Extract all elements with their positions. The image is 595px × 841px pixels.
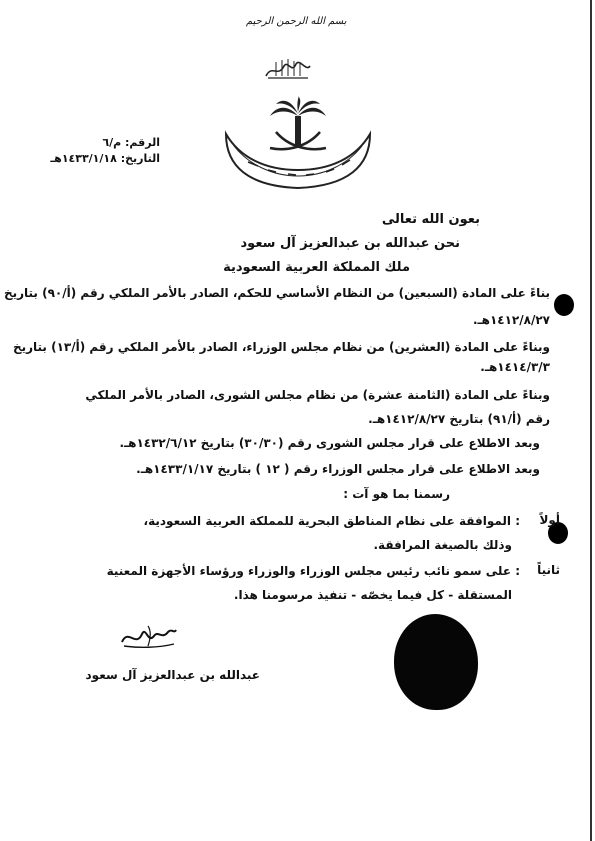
signatory-name: عبدالله بن عبدالعزيز آل سعود: [85, 668, 260, 682]
clause-label-second: ثانياً: [537, 563, 560, 577]
issuer-name: نحن عبدالله بن عبدالعزيز آل سعود: [240, 236, 460, 251]
issuer-title: ملك المملكة العربية السعودية: [223, 260, 410, 275]
clause-first-text: : الموافقة على نظام المناطق البحرية للمملكة العربية السعودية،: [143, 514, 520, 528]
reference-number: الرقم: م/٦: [102, 136, 160, 149]
reference-date: التاريخ: ١٤٣٣/١/١٨هـ: [50, 152, 160, 165]
paragraph-line: رقم (أ/٩١) بتاريخ ١٤١٢/٨/٢٧هـ.: [368, 412, 550, 426]
page-edge-line: [590, 0, 592, 841]
paragraph-line: ١٤١٢/٨/٢٧هـ.: [472, 313, 550, 327]
decree-statement: رسمنا بما هو آت :: [343, 487, 450, 501]
redaction-blot: [394, 614, 478, 710]
paragraph-line: بناءً على المادة (السبعين) من النظام الأساسي للحكم، الصادر بالأمر الملكي رقم (أ/٩٠) بتاريخ: [3, 286, 550, 300]
clause-second-text: المستقلة - كل فيما يخصّه - تنفيذ مرسومنا هذا.: [233, 588, 512, 602]
ink-blot: [554, 294, 574, 316]
saudi-emblem-icon: [218, 96, 378, 190]
opening-phrase: بعون الله تعالى: [381, 212, 480, 227]
clause-second-text: : على سمو نائب رئيس مجلس الوزراء والوزراء ورؤساء الأجهزة المعنية: [106, 564, 520, 578]
paragraph-line: وبعد الاطلاع على قرار مجلس الشورى رقم (٣٠/٣٠) بتاريخ ١٤٣٢/٦/١٢هـ.: [119, 436, 540, 450]
shahada-calligraphy-icon: [262, 56, 314, 82]
paragraph-line: وبناءً على المادة (الثامنة عشرة) من نظام مجلس الشورى، الصادر بالأمر الملكي: [85, 388, 550, 402]
clause-first-text: وذلك بالصيغة المرافقة.: [373, 538, 512, 552]
basmala-calligraphy: بسم الله الرحمن الرحيم: [246, 16, 347, 27]
paragraph-line: وبناءً على المادة (العشرين) من نظام مجلس الوزراء، الصادر بالأمر الملكي رقم (أ/١٣) بتاريخ: [12, 340, 550, 354]
paragraph-line: ١٤١٤/٣/٣هـ.: [480, 360, 550, 374]
clause-label-first: أولاً: [539, 513, 560, 527]
handwritten-signature-icon: [118, 622, 178, 650]
paragraph-line: وبعد الاطلاع على قرار مجلس الوزراء رقم ( ١٢ ) بتاريخ ١٤٣٣/١/١٧هـ.: [136, 462, 540, 476]
